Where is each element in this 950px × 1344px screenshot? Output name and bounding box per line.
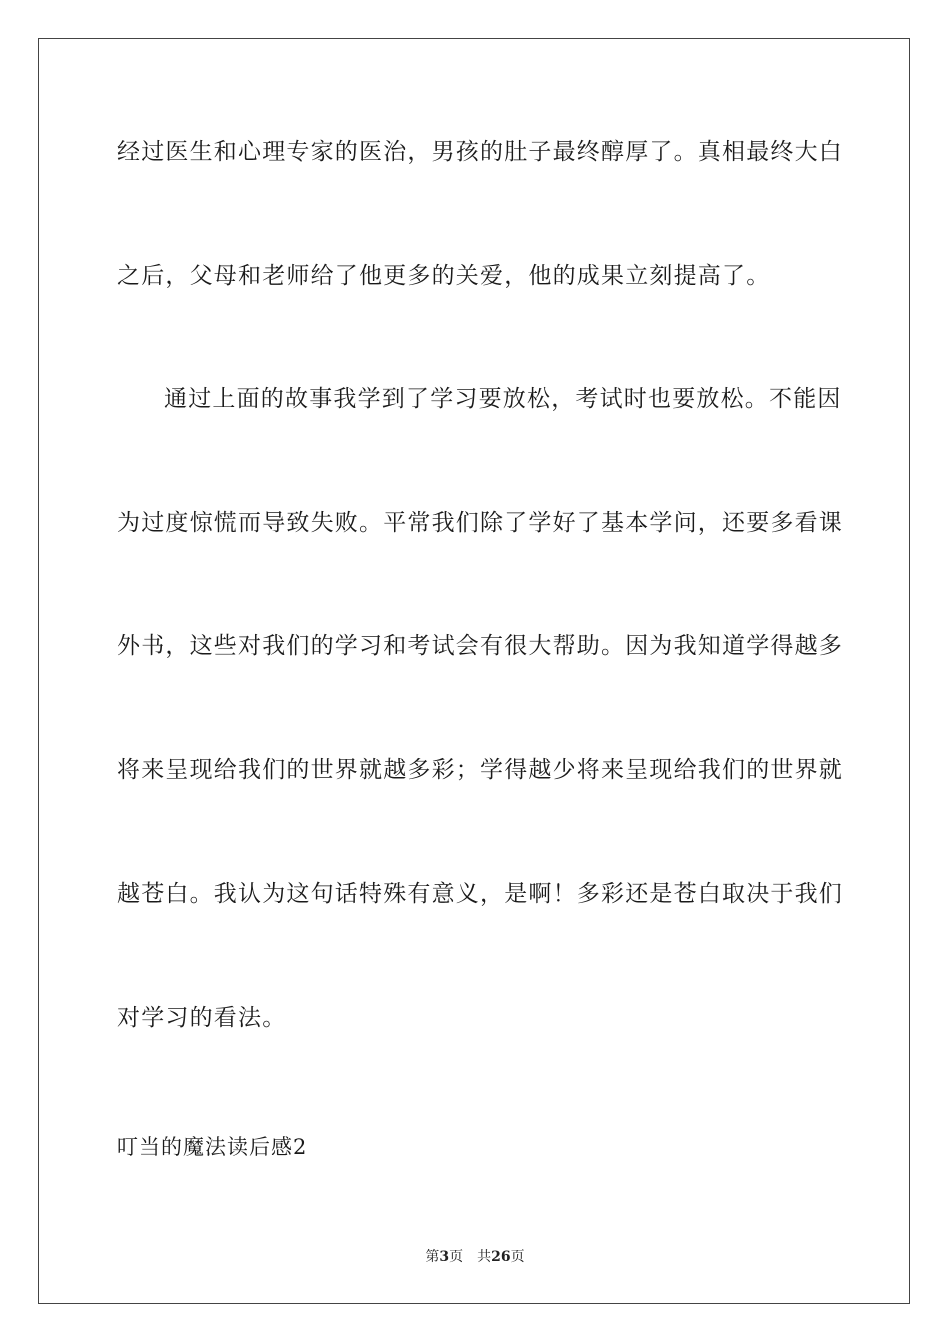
body-line-6: 将来呈现给我们的世界就越多彩；学得越少将来呈现给我们的世界就: [117, 757, 843, 783]
page-prefix: 第: [425, 1249, 440, 1265]
body-line-4: 为过度惊慌而导致失败。平常我们除了学好了基本学问，还要多看课: [117, 510, 843, 536]
section-heading: 叮当的魔法读后感2: [117, 1135, 308, 1159]
body-line-5: 外书，这些对我们的学习和考试会有很大帮助。因为我知道学得越多: [117, 633, 843, 659]
body-line-1: 经过医生和心理专家的医治，男孩的肚子最终醇厚了。真相最终大白: [117, 139, 843, 165]
total-suffix: 页: [510, 1249, 525, 1265]
body-line-2: 之后，父母和老师给了他更多的关爱，他的成果立刻提高了。: [117, 263, 771, 289]
body-line-8: 对学习的看法。: [117, 1005, 287, 1031]
page-footer: [0, 1247, 950, 1267]
body-line-3: 通过上面的故事我学到了学习要放松，考试时也要放松。不能因: [164, 386, 842, 412]
page-frame: [38, 38, 910, 1304]
total-pages: 26: [491, 1249, 511, 1265]
page-suffix: 页: [449, 1249, 464, 1265]
total-prefix: 共: [477, 1249, 492, 1265]
page-number: 3: [439, 1249, 450, 1265]
body-line-7: 越苍白。我认为这句话特殊有意义，是啊！多彩还是苍白取决于我们: [117, 881, 843, 907]
